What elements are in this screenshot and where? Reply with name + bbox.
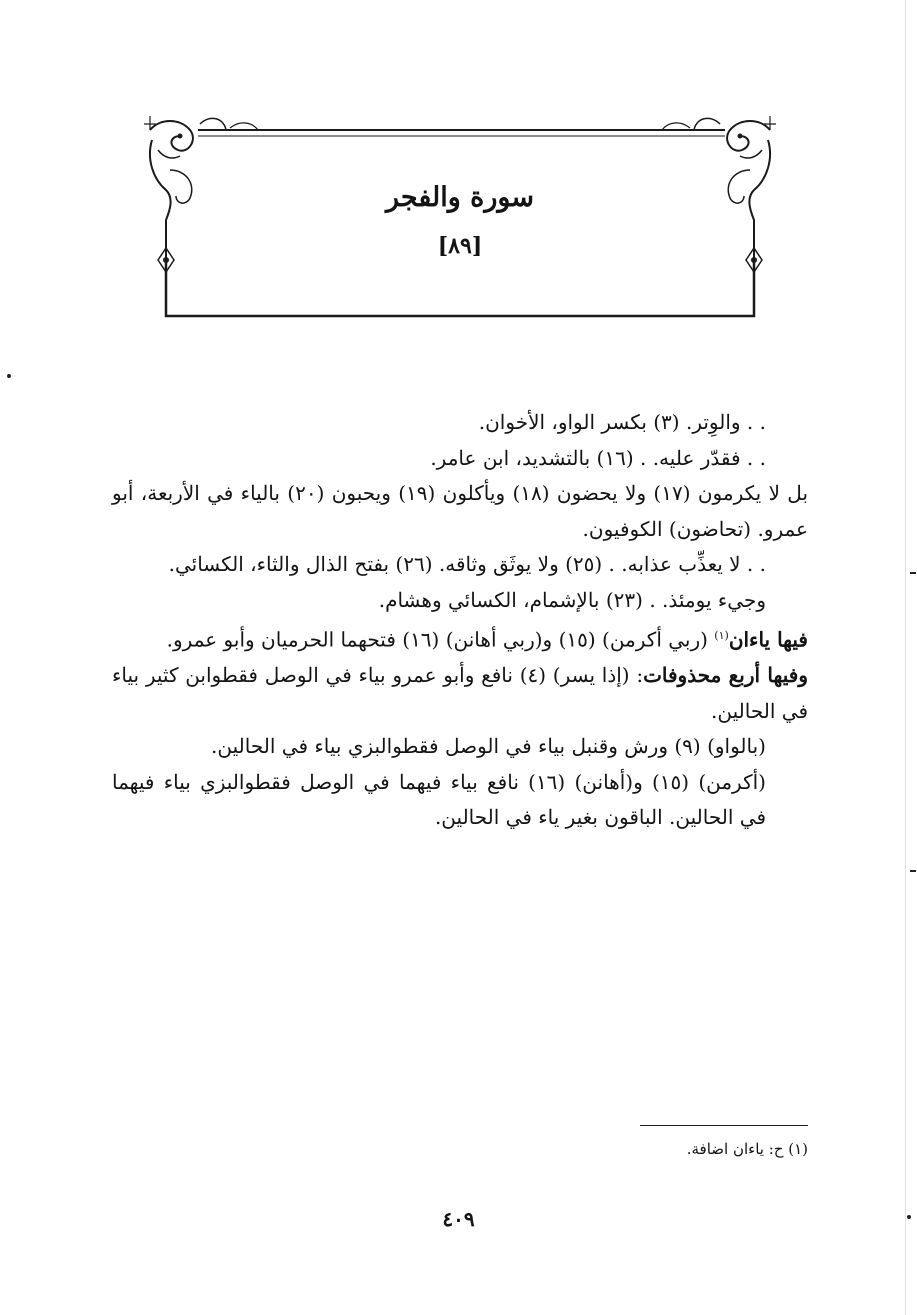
scan-speck xyxy=(907,1215,911,1219)
footnote: (١) ح: ياءان اضافة. xyxy=(686,1140,808,1158)
page-body xyxy=(112,405,808,836)
yaat-text: (ربي أكرمن) (١٥) و(ربي أهانن) (١٦) فتحهما الحرميان وأبو عمرو. xyxy=(166,627,708,652)
text-line: . . فقدّر عليه. . (١٦) بالتشديد، ابن عامر. xyxy=(430,445,766,470)
text-line: وجيء يومئذ. . (٢٣) بالإشمام، الكسائي وهشام. xyxy=(378,587,766,612)
page-number: ٤٠٩ xyxy=(442,1207,475,1231)
mahdhufat-paragraph xyxy=(112,658,808,729)
mahdhufat-label: وفيها أربع محذوفات xyxy=(643,663,808,688)
mahdhufat-text: : (إذا يسر) (٤) نافع وأبو عمرو بياء في الوصل فقطوابن كثير بياء في الحالين. xyxy=(112,663,808,723)
page-edge xyxy=(905,0,906,1315)
text-paragraph: . . لا يعذِّب عذابه. . (٢٥) ولا يوثَق وثاقه. (٢٦) بفتح الذال والثاء، الكسائي. xyxy=(168,552,766,576)
yaat-label: فيها ياءان xyxy=(728,627,808,652)
text-line: (بالواو) (٩) ورش وقنبل بياء في الوصل فقطوالبزي بياء في الحالين. xyxy=(211,734,766,759)
scan-speck xyxy=(910,870,916,872)
footnote-ref: (١) xyxy=(714,629,729,642)
scan-speck xyxy=(7,374,11,378)
scan-speck xyxy=(910,572,916,574)
surah-header-frame xyxy=(140,110,780,320)
text-paragraph: (أكرمن) (١٥) و(أهانن) (١٦) نافع بياء فيهما في الوصل فقطوالبزي بياء فيهما في الحالين. الباقون بغير ياء في الحالين. xyxy=(112,769,766,830)
surah-title: سورة والفجر xyxy=(386,182,534,213)
text-paragraph: بل لا يكرمون (١٧) ولا يحضون (١٨) ويأكلون (١٩) ويحبون (٢٠) بالياء في الأربعة، أبو عمرو. (تحاضون) الكوفيون. xyxy=(112,481,809,541)
yaat-paragraph xyxy=(112,618,808,658)
surah-number: [٨٩] xyxy=(437,233,483,259)
text-line: . . والوِتر. (٣) بكسر الواو، الأخوان. xyxy=(478,410,766,434)
footnote-divider xyxy=(640,1125,808,1126)
ornamental-frame-icon xyxy=(140,110,780,320)
